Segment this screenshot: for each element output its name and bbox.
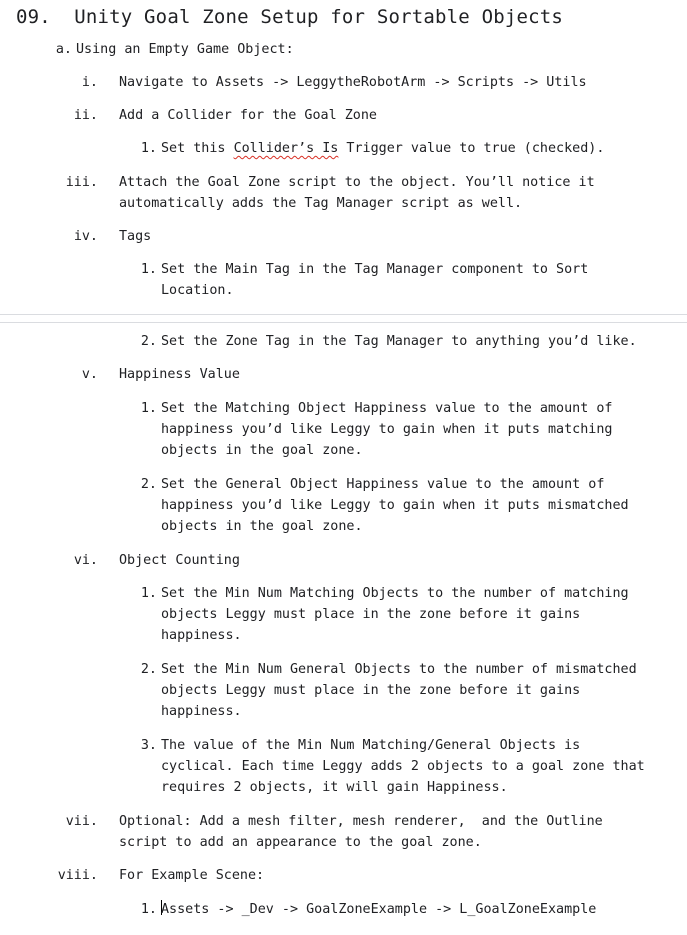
page-break-line-top — [0, 314, 687, 315]
sub-marker-vi-3: 3. — [140, 738, 157, 753]
sub-item-vi-1-line2: objects Leggy must place in the zone before it gains — [161, 607, 581, 622]
sub-item-vi-3-line3: requires 2 objects, it will gain Happiness. — [161, 780, 508, 795]
sub-item-v-1-line2: happiness you’d like Leggy to gain when it puts matching — [161, 422, 613, 437]
sub-item-v-2-line2: happiness you’d like Leggy to gain when it puts mismatched — [161, 498, 629, 513]
heading-number: 09. — [16, 6, 51, 28]
list-marker-ii: ii. — [73, 108, 98, 123]
sub-item-iv-1-line2: Location. — [161, 283, 234, 298]
sub-marker-ii-1: 1. — [140, 141, 157, 156]
heading-title: Unity Goal Zone Setup for Sortable Objects — [74, 6, 564, 28]
sub-item-v-1-line1: Set the Matching Object Happiness value to the amount of — [161, 401, 613, 416]
list-item-viii: For Example Scene: — [119, 868, 265, 883]
sub-item-ii-1-pre: Set this — [161, 141, 234, 156]
list-item-iv: Tags — [119, 229, 152, 244]
sub-marker-viii-1: 1. — [140, 902, 157, 917]
list-item-vii-line1: Optional: Add a mesh filter, mesh renderer, and the Outline — [119, 814, 603, 829]
sub-item-v-2-line1: Set the General Object Happiness value to the amount of — [161, 477, 605, 492]
sub-item-iv-2-line1: Set the Zone Tag in the Tag Manager to anything you’d like. — [161, 334, 637, 349]
sub-item-ii-1-post: Trigger value to true (checked). — [338, 141, 605, 156]
page-break-line-bottom — [0, 322, 687, 323]
list-item-vii-line2: script to add an appearance to the goal zone. — [119, 835, 482, 850]
list-marker-a: a. — [55, 42, 72, 57]
sub-marker-v-1: 1. — [140, 401, 157, 416]
list-marker-vi: vi. — [73, 553, 98, 568]
sub-item-vi-1-line3: happiness. — [161, 628, 242, 643]
document-heading — [16, 6, 563, 28]
list-item-iii-line1: Attach the Goal Zone script to the object. You’ll notice it — [119, 175, 595, 190]
list-marker-v: v. — [81, 367, 98, 382]
sub-marker-iv-1: 1. — [140, 262, 157, 277]
list-marker-i: i. — [81, 75, 98, 90]
sub-marker-v-2: 2. — [140, 477, 157, 492]
sub-item-vi-3-line2: cyclical. Each time Leggy adds 2 objects to a goal zone that — [161, 759, 645, 774]
sub-item-vi-3-line1: The value of the Min Num Matching/General Objects is — [161, 738, 581, 753]
list-item-i: Navigate to Assets -> LeggytheRobotArm -> Scripts -> Utils — [119, 75, 587, 90]
sub-marker-vi-2: 2. — [140, 662, 157, 677]
list-item-iii-line2: automatically adds the Tag Manager script as well. — [119, 196, 523, 211]
sub-item-vi-2-line2: objects Leggy must place in the zone before it gains — [161, 683, 581, 698]
list-item-a: Using an Empty Game Object: — [76, 42, 294, 57]
sub-item-v-2-line3: objects in the goal zone. — [161, 519, 363, 534]
sub-item-v-1-line3: objects in the goal zone. — [161, 443, 363, 458]
list-marker-iii: iii. — [65, 175, 98, 190]
sub-marker-iv-2: 2. — [140, 334, 157, 349]
sub-item-viii-1[interactable] — [161, 899, 596, 920]
list-item-vi: Object Counting — [119, 553, 240, 568]
spellcheck-underlined-text[interactable]: Collider’s Is — [233, 141, 339, 156]
sub-item-vi-2-line1: Set the Min Num General Objects to the number of mismatched — [161, 662, 637, 677]
sub-marker-vi-1: 1. — [140, 586, 157, 601]
sub-item-vi-2-line3: happiness. — [161, 704, 242, 719]
sub-item-iv-1-line1: Set the Main Tag in the Tag Manager component to Sort — [161, 262, 589, 277]
list-item-ii: Add a Collider for the Goal Zone — [119, 108, 377, 123]
list-item-v: Happiness Value — [119, 367, 240, 382]
sub-item-viii-1-text: Assets -> _Dev -> GoalZoneExample -> L_GoalZoneExample — [161, 902, 597, 917]
sub-item-vi-1-line1: Set the Min Num Matching Objects to the number of matching — [161, 586, 629, 601]
list-marker-viii: viii. — [57, 868, 98, 883]
sub-item-ii-1[interactable] — [161, 138, 604, 159]
list-marker-vii: vii. — [65, 814, 98, 829]
list-marker-iv: iv. — [73, 229, 98, 244]
